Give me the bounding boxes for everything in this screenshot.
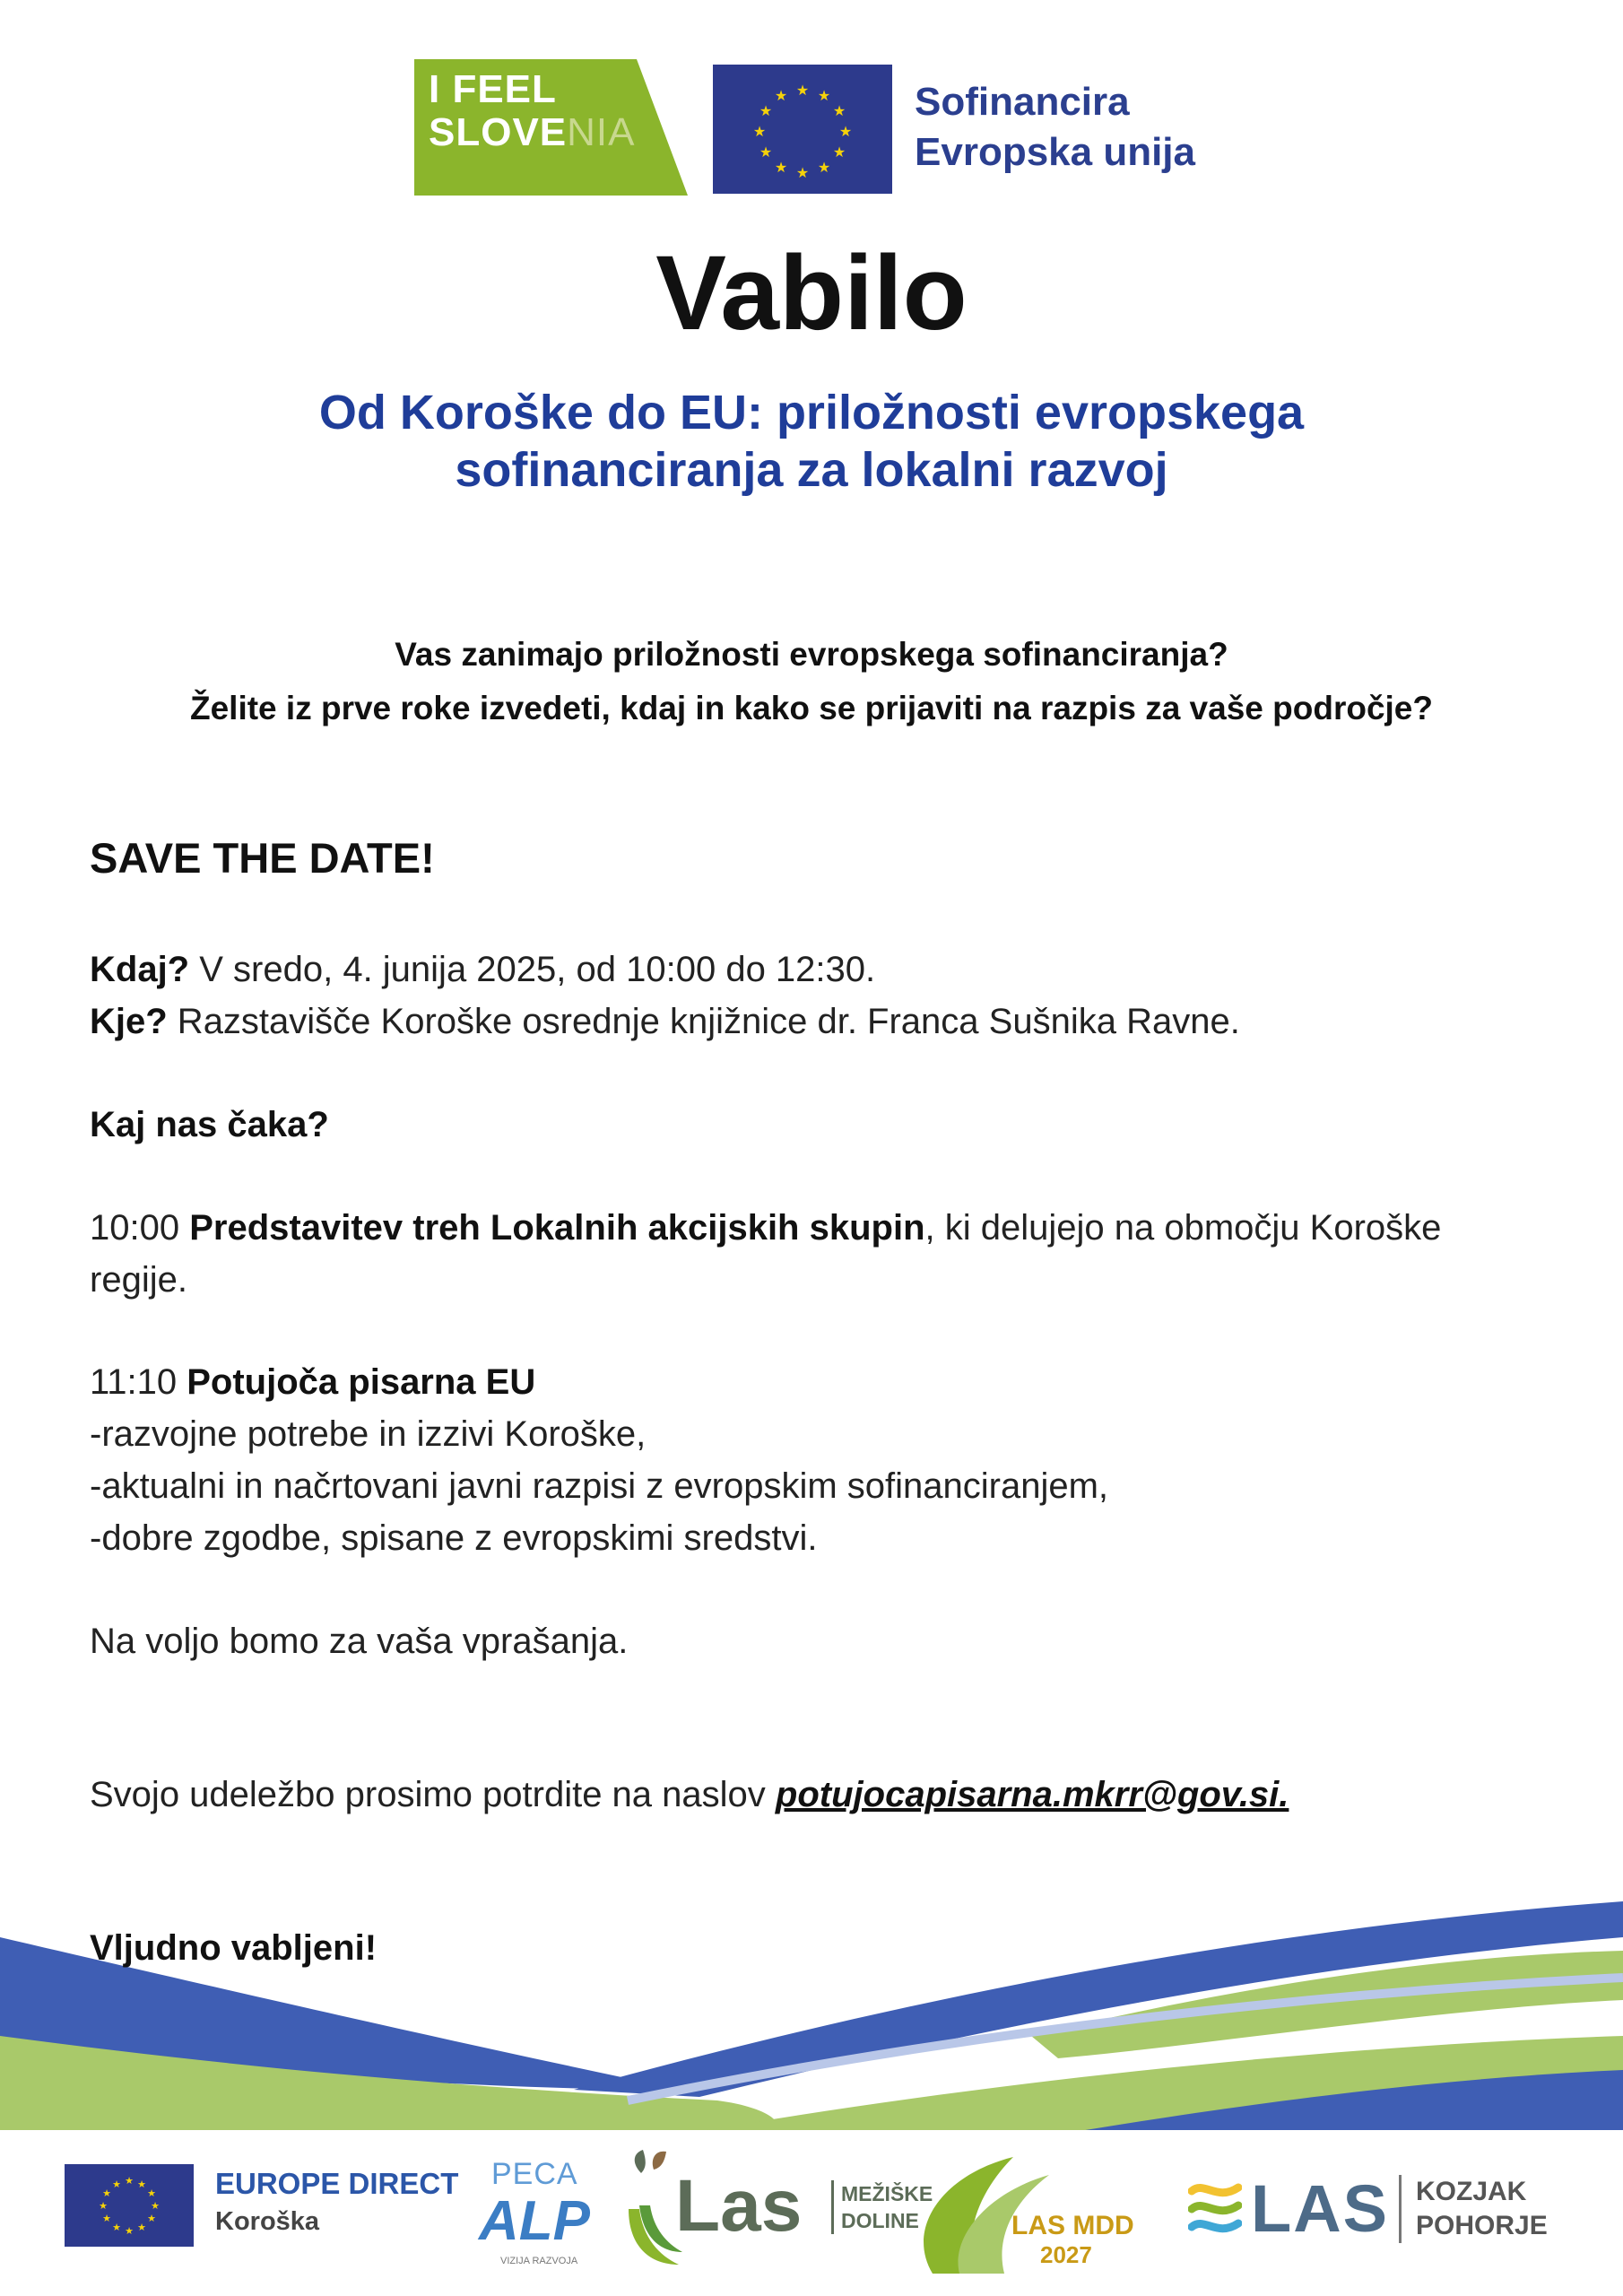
availability-note: Na voljo bomo za vaša vprašanja. (90, 1622, 629, 1661)
program-item-1 (90, 1202, 1441, 1254)
las-mdd-2027-logo: LAS MDD 2027 (906, 2148, 1121, 2283)
svg-text:★: ★ (151, 2200, 160, 2212)
program-time: 11:10 (90, 1362, 187, 1402)
svg-text:★: ★ (774, 87, 788, 104)
eu-cofinanced-logo (713, 65, 1206, 197)
svg-text:★: ★ (795, 82, 810, 99)
subtitle (0, 384, 1623, 499)
svg-text:★: ★ (99, 2200, 108, 2212)
svg-text:★: ★ (817, 87, 831, 104)
eu-flag-icon (65, 2164, 194, 2247)
intro-line2: Želite iz prve roke izvedeti, kdaj in kako se prijaviti na razpis za vaše področje? (190, 690, 1433, 726)
svg-text:★: ★ (832, 144, 846, 161)
svg-text:★: ★ (817, 159, 831, 176)
svg-text:★: ★ (102, 2187, 111, 2199)
ifeel-line2: SLOVENIA (429, 110, 636, 154)
svg-text:★: ★ (125, 2225, 134, 2237)
where-line (90, 996, 1240, 1048)
where-label: Kje? (90, 1002, 168, 1041)
program-title: Predstavitev treh Lokalnih akcijskih skupin (189, 1208, 925, 1248)
europe-direct-logo (215, 2166, 458, 2241)
svg-text:★: ★ (137, 2222, 146, 2233)
intro-questions (0, 628, 1623, 735)
program-bullet: -aktualni in načrtovani javni razpisi z evropskim sofinanciranjem, (90, 1466, 1109, 1506)
when-text: V sredo, 4. junija 2025, od 10:00 do 12:30. (189, 950, 876, 989)
program-bullet: -razvojne potrebe in izzivi Koroške, (90, 1414, 647, 1454)
i-feel-slovenia-logo (414, 59, 688, 196)
save-the-date-heading: SAVE THE DATE! (90, 834, 435, 882)
program-desc: , ki delujejo na območju Koroške (924, 1208, 1442, 1248)
las-meziske-doline-logo: Las MEŽIŠKE DOLINE (623, 2146, 892, 2281)
rsvp-line (90, 1769, 1289, 1821)
svg-text:★: ★ (125, 2175, 134, 2187)
program-title: Potujoča pisarna EU (187, 1362, 536, 1402)
ifeel-line1: I FEEL (429, 67, 557, 111)
svg-text:★: ★ (137, 2179, 146, 2190)
waves-icon (1188, 2177, 1242, 2239)
what-awaits-heading: Kaj nas čaka? (90, 1105, 329, 1144)
svg-text:★: ★ (112, 2179, 121, 2190)
svg-text:★: ★ (795, 164, 810, 181)
when-line (90, 944, 875, 996)
partner-logos-footer (0, 2130, 1623, 2296)
eu-line2: Evropska unija (915, 130, 1196, 174)
eu-flag-icon (713, 65, 892, 194)
program-item-2 (90, 1356, 535, 1408)
closing-greeting: Vljudno vabljeni! (90, 1928, 378, 1968)
svg-text:★: ★ (102, 2213, 111, 2224)
svg-text:★: ★ (147, 2213, 156, 2224)
intro-line1: Vas zanimajo priložnosti evropskega sofinanciranja? (395, 636, 1228, 673)
europe-direct-title: EUROPE DIRECT (215, 2167, 459, 2200)
svg-text:★: ★ (838, 123, 853, 140)
rsvp-text: Svojo udeležbo prosimo potrdite na naslov (90, 1775, 776, 1814)
svg-text:★: ★ (774, 159, 788, 176)
eu-line1: Sofinancira (915, 80, 1130, 124)
svg-text:★: ★ (832, 102, 846, 119)
decorative-waves (0, 1866, 1623, 2135)
svg-text:★: ★ (752, 123, 767, 140)
svg-text:★: ★ (112, 2222, 121, 2233)
rsvp-email-link[interactable]: potujocapisarna.mkrr@gov.si. (775, 1775, 1289, 1814)
where-text: Razstavišče Koroške osrednje knjižnice dr. Franca Sušnika Ravne. (167, 1002, 1240, 1041)
subtitle-line2: sofinanciranja za lokalni razvoj (455, 443, 1168, 497)
page-title: Vabilo (655, 234, 968, 352)
peca-alp-logo: PECA ALP VIZIJA RAZVOJA (479, 2157, 590, 2266)
europe-direct-region: Koroška (215, 2207, 320, 2236)
las-kozjak-pohorje-logo: LAS KOZJAK POHORJE (1188, 2164, 1565, 2254)
svg-text:★: ★ (759, 144, 773, 161)
subtitle-line1: Od Koroške do EU: priložnosti evropskega (318, 386, 1305, 439)
program-bullet: -dobre zgodbe, spisane z evropskimi sredstvi. (90, 1518, 818, 1558)
svg-text:★: ★ (147, 2187, 156, 2199)
program-time: 10:00 (90, 1208, 190, 1248)
when-label: Kdaj? (90, 950, 190, 989)
program-item-1-cont: regije. (90, 1260, 187, 1300)
svg-text:★: ★ (759, 102, 773, 119)
